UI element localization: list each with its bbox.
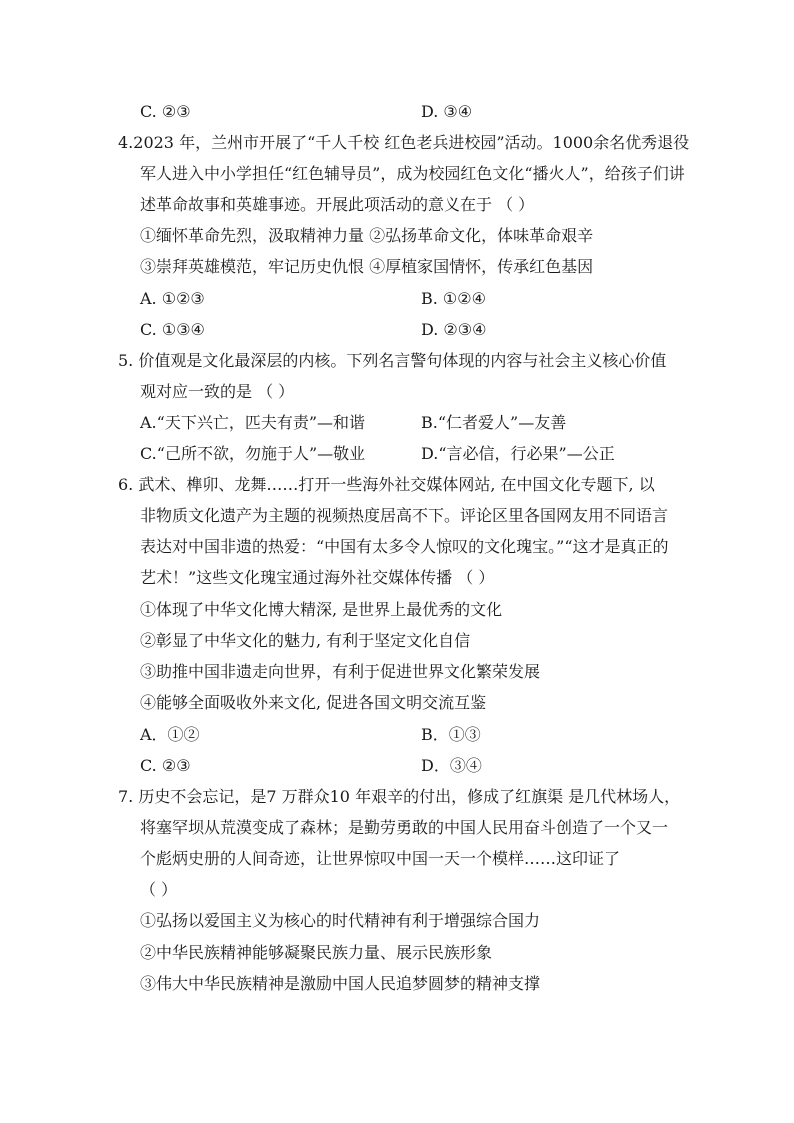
q3-option-d: D. ③④ [421, 102, 473, 121]
q7-stem-line-1: 7. 历史不会忘记，是7 万群众10 年艰辛的付出，修成了红旗渠 是几代林场人， [118, 787, 681, 806]
q7-statement-3: ③伟大中华民族精神是激励中国人民追梦圆梦的精神支撑 [140, 974, 541, 993]
q4-option-d: D. ②③④ [421, 320, 487, 339]
q4-option-b: B. ①②④ [421, 289, 486, 308]
q6-statement-2: ②彰显了中华文化的魅力, 有利于坚定文化自信 [140, 631, 471, 650]
q6-stem-line-4: 艺术！”这些文化瑰宝通过海外社交媒体传播 （ ） [140, 568, 495, 587]
q4-statement-1: ①缅怀革命先烈，汲取精神力量 ②弘扬革命文化，体味革命艰辛 [140, 226, 594, 245]
q6-statement-1: ①体现了中华文化博大精深, 是世界上最优秀的文化 [140, 600, 503, 619]
q7-statement-2: ②中华民族精神能够凝聚民族力量、展示民族形象 [140, 943, 493, 962]
q5-option-b: B.“仁者爱人”—友善 [421, 413, 567, 432]
q6-statement-4: ④能够全面吸收外来文化, 促进各国文明交流互鉴 [140, 693, 487, 712]
q4-stem-line-1: 4.2023 年，兰州市开展了“千人千校 红色老兵进校园”活动。1000余名优秀退役 [118, 133, 690, 152]
q7-statement-1: ①弘扬以爱国主义为核心的时代精神有利于增强综合国力 [140, 911, 541, 930]
q4-option-c: C. ①③④ [140, 320, 205, 339]
q6-stem-line-2: 非物质文化遗产为主题的视频热度居高不下。评论区里各国网友用不同语言 [140, 506, 669, 525]
q7-stem-line-3: 个彪炳史册的人间奇迹，让世界惊叹中国一天一个模样……这印证了 [140, 849, 621, 868]
q5-option-a: A.“天下兴亡，匹夫有责”—和谐 [140, 413, 366, 432]
q5-stem-line-2: 观对应一致的是 （ ） [140, 382, 295, 401]
q6-option-c: C. ②③ [140, 756, 191, 775]
q5-option-c: C.“己所不欲，勿施于人”—敬业 [140, 444, 366, 463]
q7-stem-line-2: 将塞罕坝从荒漠变成了森林；是勤劳勇敢的中国人民用奋斗创造了一个又一 [140, 818, 669, 837]
q5-stem-line-1: 5. 价值观是文化最深层的内核。下列名言警句体现的内容与社会主义核心价值 [118, 351, 667, 370]
q6-stem-line-1: 6. 武术、榫卯、龙舞……打开一些海外社交媒体网站, 在中国文化专题下, 以 [118, 475, 655, 494]
q5-option-d: D.“言必信，行必果”—公正 [421, 444, 615, 463]
q4-stem-line-2: 军人进入中小学担任“红色辅导员”，成为校园红色文化“播火人”，给孩子们讲 [140, 164, 685, 183]
q3-option-c: C. ②③ [140, 102, 191, 121]
q6-statement-3: ③助推中国非遗走向世界，有利于促进世界文化繁荣发展 [140, 662, 541, 681]
q4-option-a: A. ①②③ [140, 289, 205, 308]
q6-stem-line-3: 表达对中国非遗的热爱：“中国有太多令人惊叹的文化瑰宝。”“这才是真正的 [140, 537, 669, 556]
q6-option-a: A．①② [140, 725, 200, 744]
q4-stem-line-3: 述革命故事和英雄事迹。开展此项活动的意义在于 （ ） [140, 195, 535, 214]
q7-stem-line-4: （ ） [140, 880, 178, 899]
q6-option-d: D．③④ [421, 756, 482, 775]
q6-option-b: B．①③ [421, 725, 481, 744]
q4-statement-2: ③崇拜英雄模范，牢记历史仇恨 ④厚植家国情怀，传承红色基因 [140, 257, 594, 276]
